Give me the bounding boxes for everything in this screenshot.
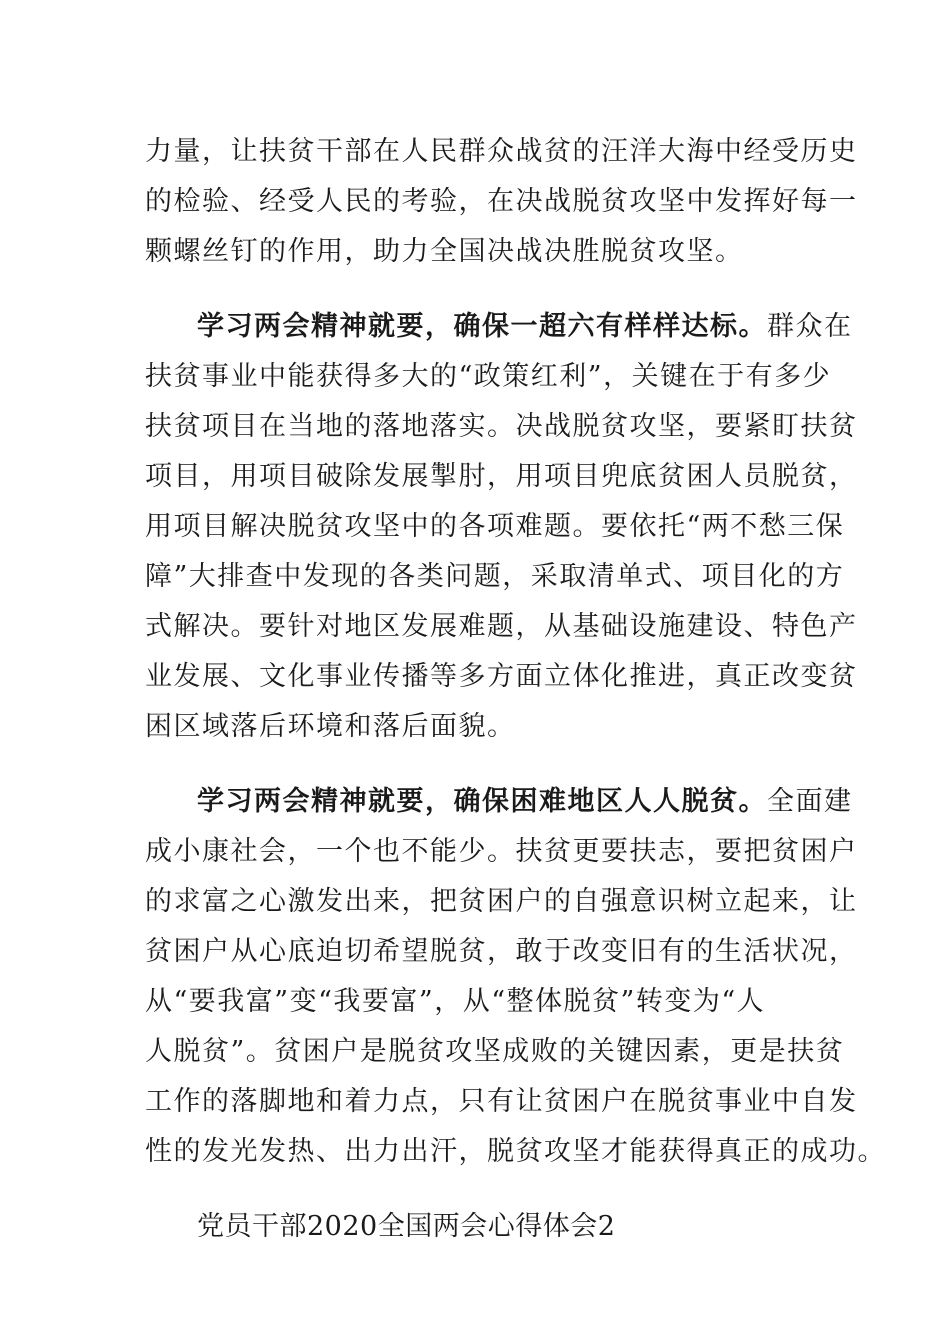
paragraph-3-first-line: [197, 777, 853, 827]
section-title: 党员干部2020全国两会心得体会2: [197, 1211, 616, 1242]
paragraph-2-line-9: 困区域落后环境和落后面貌。: [145, 711, 516, 742]
paragraph-2-heading: 学习两会精神就要，确保一超六有样样达标。: [197, 311, 767, 342]
paragraph-2-line-2: 扶贫事业中能获得多大的“政策红利”，关键在于有多少: [145, 361, 832, 392]
paragraph-3-line-6: 人脱贫”。贫困户是脱贫攻坚成败的关键因素，更是扶贫: [145, 1036, 845, 1067]
paragraph-2-line-8: 业发展、文化事业传播等多方面立体化推进，真正改变贫: [145, 661, 858, 692]
paragraph-3-line-5: 从“要我富”变“我要富”，从“整体脱贫”转变为“人: [145, 986, 766, 1017]
paragraph-3-line-3: 的求富之心激发出来，把贫困户的自强意识树立起来，让: [145, 886, 858, 917]
paragraph-3-line-4: 贫困户从心底迫切希望脱贫，敢于改变旧有的生活状况，: [145, 936, 858, 967]
paragraph-2-line-6: 障”大排查中发现的各类问题，采取清单式、项目化的方: [145, 561, 845, 592]
paragraph-3-heading: 学习两会精神就要，确保困难地区人人脱贫。: [197, 786, 767, 817]
paragraph-2-first-line: [197, 302, 853, 352]
paragraph-2-text-start: 群众在: [767, 311, 853, 342]
paragraph-2-line-7: 式解决。要针对地区发展难题，从基础设施建设、特色产: [145, 611, 858, 642]
paragraph-3-line-7: 工作的落脚地和着力点，只有让贫困户在脱贫事业中自发: [145, 1086, 858, 1117]
paragraph-3-text-start: 全面建: [767, 786, 853, 817]
paragraph-1-line-1: 力量，让扶贫干部在人民群众战贫的汪洋大海中经受历史: [145, 136, 858, 167]
paragraph-1-line-2: 的检验、经受人民的考验，在决战脱贫攻坚中发挥好每一: [145, 186, 858, 217]
paragraph-1-line-3: 颗螺丝钉的作用，助力全国决战决胜脱贫攻坚。: [145, 236, 744, 267]
paragraph-2-line-5: 用项目解决脱贫攻坚中的各项难题。要依托“两不愁三保: [145, 511, 845, 542]
paragraph-3-line-8: 性的发光发热、出力出汗，脱贫攻坚才能获得真正的成功。: [145, 1136, 886, 1167]
paragraph-2-line-3: 扶贫项目在当地的落地落实。决战脱贫攻坚，要紧盯扶贫: [145, 411, 858, 442]
paragraph-2-line-4: 项目，用项目破除发展掣肘，用项目兜底贫困人员脱贫，: [145, 461, 858, 492]
paragraph-3-line-2: 成小康社会，一个也不能少。扶贫更要扶志，要把贫困户: [145, 836, 858, 867]
